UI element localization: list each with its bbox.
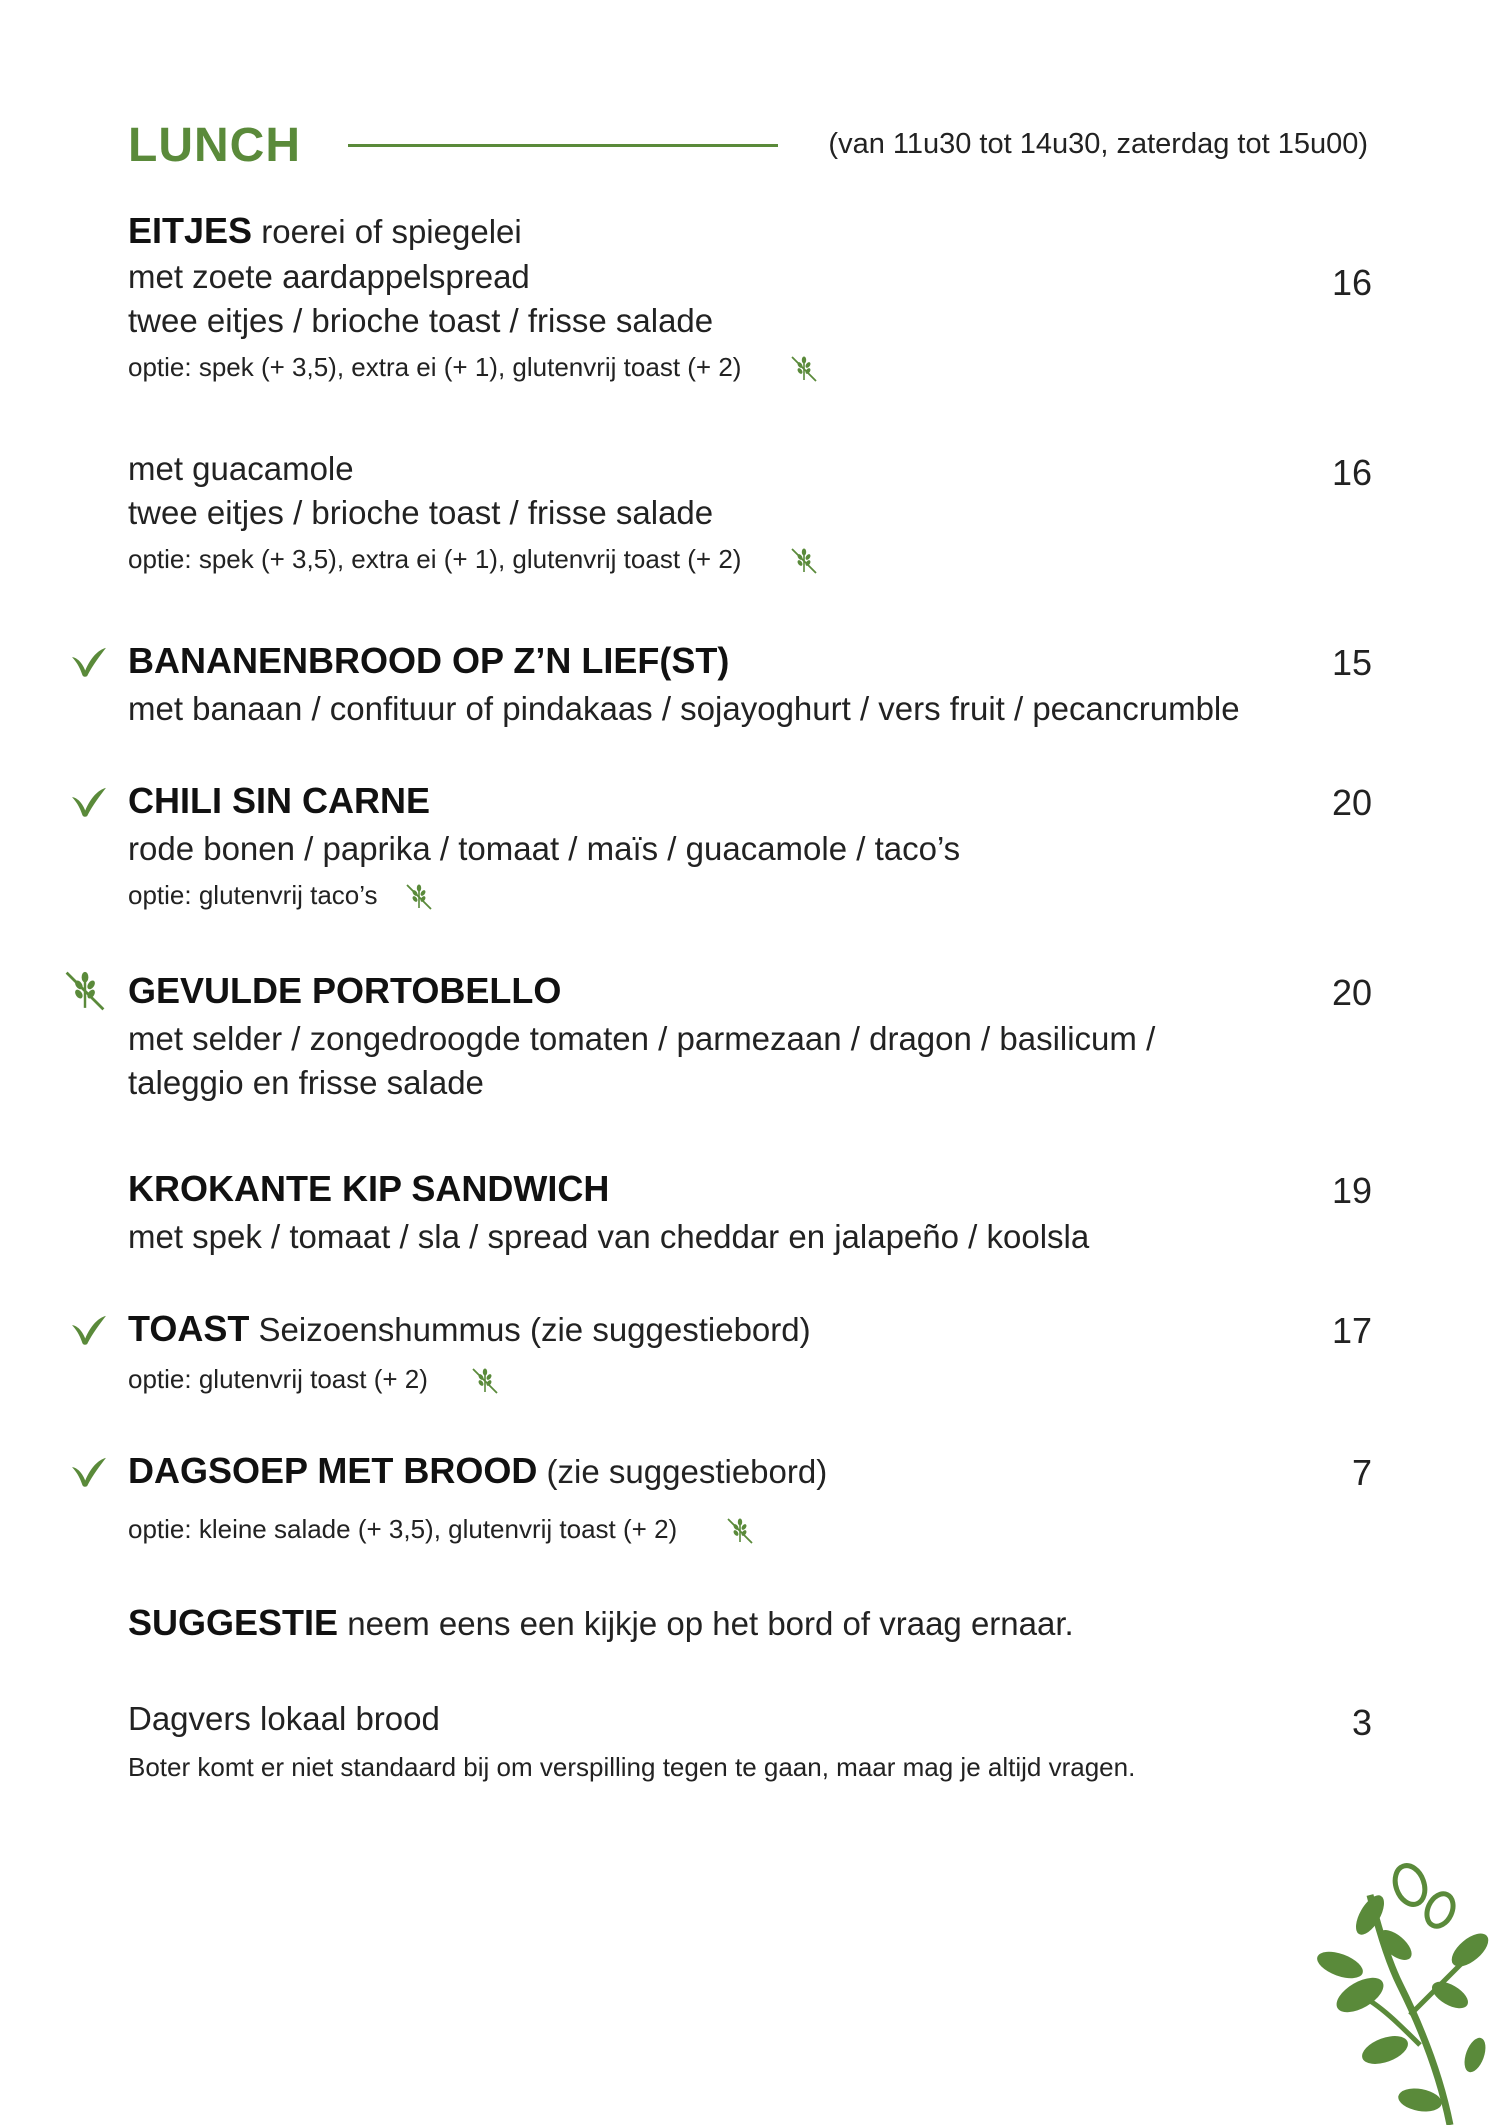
item-note: Boter komt er niet standaard bij om verspilling tegen te gaan, maar mag je altijd vragen. xyxy=(128,1752,1136,1782)
item-price: 15 xyxy=(1331,642,1372,683)
item-price: 16 xyxy=(1331,452,1372,493)
item-name: TOAST xyxy=(128,1308,250,1349)
menu-item-brood xyxy=(128,1700,1135,1783)
menu-item-dagsoep xyxy=(128,1450,827,1546)
item-name-suffix: neem eens een kijkje op het bord of vraag ernaar. xyxy=(338,1605,1074,1642)
item-description: twee eitjes / brioche toast / frisse salade xyxy=(128,494,714,531)
item-name-suffix: Seizoenshummus (zie suggestiebord) xyxy=(249,1311,811,1348)
wheat-crossed-icon xyxy=(404,882,434,912)
item-price: 7 xyxy=(1351,1452,1372,1493)
item-price: 19 xyxy=(1331,1170,1372,1211)
leaf-branch-decoration xyxy=(1300,1855,1500,2125)
check-leaf-icon xyxy=(70,646,108,678)
item-description: met guacamole xyxy=(128,450,354,487)
wheat-crossed-icon xyxy=(789,354,819,384)
opening-hours: (van 11u30 tot 14u30, zaterdag tot 15u00) xyxy=(828,128,1368,160)
item-option: optie: spek (+ 3,5), extra ei (+ 1), glutenvrij toast (+ 2) xyxy=(128,544,742,574)
menu-suggestie xyxy=(128,1602,1074,1644)
menu-item-toast xyxy=(128,1308,811,1396)
menu-item-bananenbrood xyxy=(128,640,1240,728)
wheat-crossed-icon xyxy=(789,546,819,576)
item-option: optie: spek (+ 3,5), extra ei (+ 1), glutenvrij toast (+ 2) xyxy=(128,352,742,382)
item-name-suffix: (zie suggestiebord) xyxy=(537,1453,828,1490)
item-price: 3 xyxy=(1351,1702,1372,1743)
menu-item-portobello xyxy=(128,970,1155,1102)
item-description: met zoete aardappelspread xyxy=(128,258,530,295)
menu-title: LUNCH xyxy=(128,119,301,172)
item-option: optie: glutenvrij taco’s xyxy=(128,880,378,910)
item-description: met banaan / confituur of pindakaas / sojayoghurt / vers fruit / pecancrumble xyxy=(128,690,1240,727)
wheat-crossed-icon xyxy=(62,968,108,1014)
item-description: met selder / zongedroogde tomaten / parmezaan / dragon / basilicum / xyxy=(128,1020,1156,1057)
item-price: 20 xyxy=(1331,782,1372,823)
item-option: optie: glutenvrij toast (+ 2) xyxy=(128,1364,428,1394)
item-name: SUGGESTIE xyxy=(128,1602,339,1643)
check-leaf-icon xyxy=(70,1456,108,1488)
item-name: DAGSOEP MET BROOD xyxy=(128,1450,538,1491)
title-divider xyxy=(348,144,778,147)
item-name-suffix: roerei of spiegelei xyxy=(252,213,522,250)
check-leaf-icon xyxy=(70,1314,108,1346)
menu-item-guacamole xyxy=(128,450,819,576)
item-description: Dagvers lokaal brood xyxy=(128,1700,440,1737)
item-name: GEVULDE PORTOBELLO xyxy=(128,970,562,1011)
item-name: KROKANTE KIP SANDWICH xyxy=(128,1168,610,1209)
item-name: BANANENBROOD OP Z’N LIEF(ST) xyxy=(128,640,730,681)
item-name: EITJES xyxy=(128,210,253,251)
item-price: 17 xyxy=(1331,1310,1372,1351)
item-description: met spek / tomaat / sla / spread van cheddar en jalapeño / koolsla xyxy=(128,1218,1090,1255)
item-description: twee eitjes / brioche toast / frisse salade xyxy=(128,302,714,339)
item-price: 16 xyxy=(1331,262,1372,303)
menu-item-kip xyxy=(128,1168,1089,1256)
item-name: CHILI SIN CARNE xyxy=(128,780,431,821)
wheat-crossed-icon xyxy=(725,1516,755,1546)
menu-item-chili xyxy=(128,780,960,912)
wheat-crossed-icon xyxy=(470,1366,500,1396)
item-description: rode bonen / paprika / tomaat / maïs / guacamole / taco’s xyxy=(128,830,961,867)
item-price: 20 xyxy=(1331,972,1372,1013)
item-option: optie: kleine salade (+ 3,5), glutenvrij toast (+ 2) xyxy=(128,1514,678,1544)
item-description: taleggio en frisse salade xyxy=(128,1064,484,1101)
menu-item-eitjes xyxy=(128,210,819,384)
check-leaf-icon xyxy=(70,786,108,818)
